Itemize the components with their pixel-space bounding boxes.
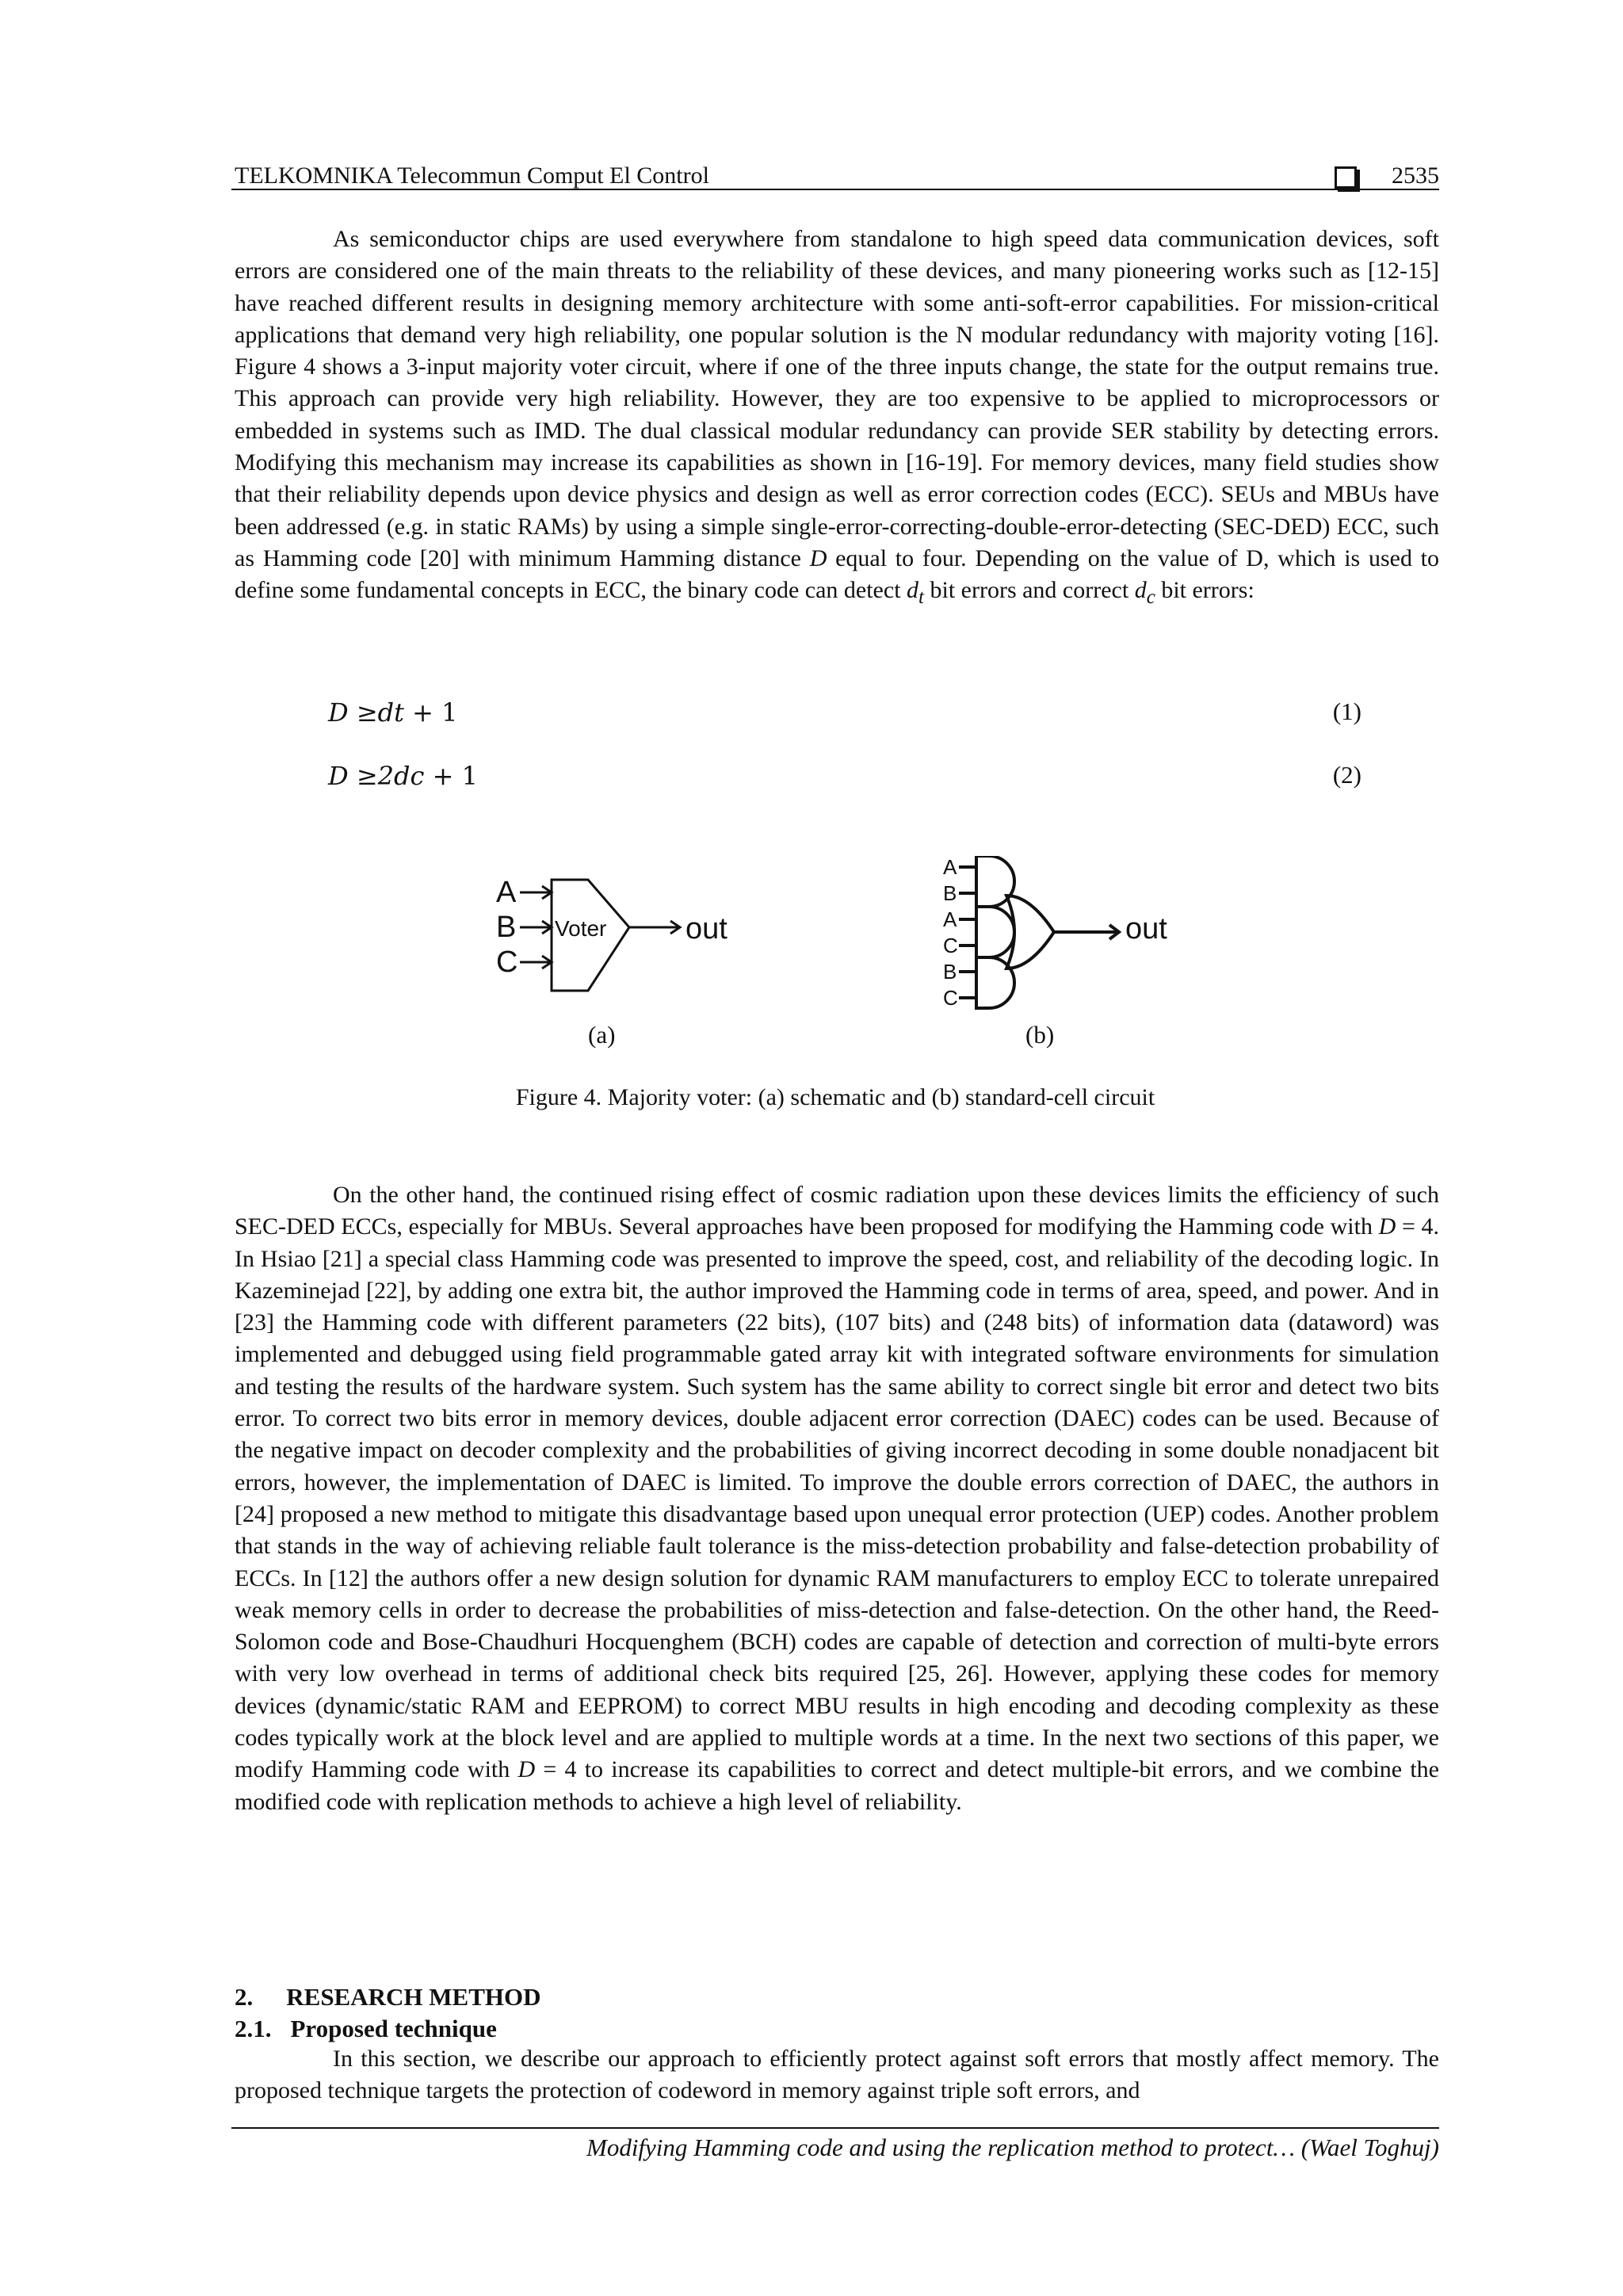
paragraph-1-text: equal to four. Depending on the value of D, which is used to define some fundamental concepts in ECC, the binary code can detect	[235, 544, 1440, 604]
running-footer: Modifying Hamming code and using the replication method to protect… (Wael Toghuj)	[586, 2134, 1439, 2161]
page-number: 2535	[1392, 162, 1439, 189]
var-sub-c: c	[1146, 586, 1155, 609]
paragraph-3-text: In this section, we describe our approach to efficiently protect against soft errors that mostly affect memory. The proposed technique targets the protection of codeword in memory against triple soft errors, and	[235, 2046, 1439, 2104]
cell-output-label: out	[1125, 912, 1167, 946]
eq-rhs: dt	[377, 697, 404, 728]
eq-rest: + 1	[403, 697, 458, 728]
paragraph-2-text: = 4 to increase its capabilities to correct and detect multiple-bit errors, and we combine the modified code with replication methods to achieve a high level of reliability.	[235, 1756, 1439, 1815]
eq-lhs: D	[328, 761, 349, 791]
cell-input: A	[943, 907, 957, 931]
var-d: d	[907, 577, 919, 604]
cell-input: B	[943, 960, 957, 984]
equation-2	[328, 761, 1361, 791]
journal-name: TELKOMNIKA Telecommun Comput El Control	[235, 162, 709, 189]
voter-block-label: Voter	[555, 916, 607, 941]
subsection-title: Proposed technique	[290, 2015, 497, 2042]
header-rule	[231, 189, 1439, 190]
cell-input: C	[943, 986, 958, 1010]
cell-input: C	[943, 934, 958, 957]
section-title: RESEARCH METHOD	[286, 1983, 541, 2011]
footer-rule	[231, 2127, 1439, 2129]
checkbox-square-icon	[1335, 166, 1357, 189]
section-number: 2.	[235, 1983, 254, 2011]
equation-1	[328, 697, 1361, 728]
var-D: D	[1378, 1213, 1396, 1240]
eq-rel: ≥	[348, 697, 378, 728]
paragraph-1-text: As semiconductor chips are used everywhere from standalone to high speed data communication devices, soft errors are considered one of the main threats to the reliability of these devices, and many pioneering works such as [12-15] have reached different results in designing memory architecture with some anti-soft-error capabilities. For mission-critical applications that demand very high reliability, one popular solution is the N modular redundancy with majority voting [16]. Figure 4 shows a 3-input majority voter circuit, where if one of the three inputs change, the state for the output remains true. This approach can provide very high reliability. However, they are too expensive to be applied to microprocessors or embedded in systems such as IMD. The dual classical modular redundancy can provide SER stability by detecting errors. Modifying this mechanism may increase its capabilities as shown in [16-19]. For memory devices, many field studies show that their reliability depends upon device physics and design as well as error correction codes (ECC). SEUs and MBUs have been addressed (e.g. in static RAMs) by using a simple single-error-correcting-double-error-detecting (SEC-DED) ECC, such as Hamming code [20] with minimum Hamming distance	[235, 226, 1439, 571]
figure-caption: Figure 4. Majority voter: (a) schematic and (b) standard-cell circuit	[515, 1084, 1155, 1110]
running-header	[231, 152, 1439, 190]
var-D: D	[809, 544, 827, 571]
voter-input-b: B	[496, 911, 517, 944]
cell-input: B	[943, 881, 957, 905]
eq-lhs: D	[328, 697, 349, 728]
equation-number: (2)	[1332, 761, 1361, 789]
or-gate-icon	[1006, 896, 1054, 968]
voter-input-c: C	[496, 946, 518, 979]
var-D: D	[517, 1756, 536, 1783]
paragraph-1-text: bit errors:	[1155, 577, 1254, 604]
cell-input: A	[943, 856, 957, 879]
paragraph-2	[235, 1179, 1439, 1818]
paragraph-3	[235, 2043, 1439, 2107]
paragraph-1-text: bit errors and correct	[923, 577, 1135, 604]
equation-number: (1)	[1332, 697, 1361, 725]
subsection-heading	[235, 2015, 497, 2043]
subfigure-a-label: (a)	[588, 1021, 616, 1049]
paragraph-1	[235, 223, 1439, 614]
section-heading	[235, 1983, 540, 2011]
paragraph-2-text: = 4. In Hsiao [21] a special class Hamming code was presented to improve the speed, cost, and reliability of the decoding logic. In Kazeminejad [22], by adding one extra bit, the author improved the Hamming code in terms of area, speed, and power. And in [23] the Hamming code with different parameters (22 bits), (107 bits) and (248 bits) of information data (dataword) was implemented and debugged using field programmable gated array kit with integrated software environments for simulation and testing the results of the hardware system. Such system has the same ability to correct single bit error and detect two bits error. To correct two bits error in memory devices, double adjacent error correction (DAEC) codes can be used. Because of the negative impact on decoder complexity and the probabilities of giving incorrect decoding in some double nonadjacent bit errors, however, the implementation of DAEC is limited. To improve the double errors correction of DAEC, the authors in [24] proposed a new method to mitigate this disadvantage based upon unequal error protection (UEP) codes. Another problem that stands in the way of achieving reliable fault tolerance is the miss-detection probability and false-detection probability of ECCs. In [12] the authors offer a new design solution for dynamic RAM manufacturers to employ ECC to tolerate unrepaired weak memory cells in order to decrease the probabilities of miss-detection and false-detection. On the other hand, the Reed-Solomon code and Bose-Chaudhuri Hocquenghem (BCH) codes are capable of detection and correction of multi-byte errors with very low overhead in terms of additional check bits required [25, 26]. However, applying these codes for memory devices (dynamic/static RAM and EEPROM) to correct MBU results in high encoding and decoding complexity as these codes typically work at the block level and are applied to multiple words at a time. In the next two sections of this paper, we modify Hamming code with	[235, 1213, 1440, 1783]
eq-rest: + 1	[424, 761, 478, 791]
figure-4	[475, 856, 1189, 1062]
subsection-number: 2.1.	[235, 2015, 272, 2042]
eq-rel: ≥	[348, 761, 378, 791]
voter-output-label: out	[685, 912, 727, 946]
and-gate-2-icon	[976, 907, 1014, 957]
subfigure-b-label: (b)	[1025, 1021, 1055, 1049]
paragraph-2-text: On the other hand, the continued rising effect of cosmic radiation upon these devices limits the efficiency of such SEC-DED ECCs, especially for MBUs. Several approaches have been proposed for modifying the Hamming code with	[235, 1182, 1439, 1240]
var-d: d	[1134, 577, 1147, 604]
voter-input-a: A	[496, 876, 517, 909]
var-sub-t: t	[918, 586, 924, 609]
figure-4-diagram	[475, 856, 1189, 1062]
eq-rhs: 2dc	[377, 761, 425, 791]
